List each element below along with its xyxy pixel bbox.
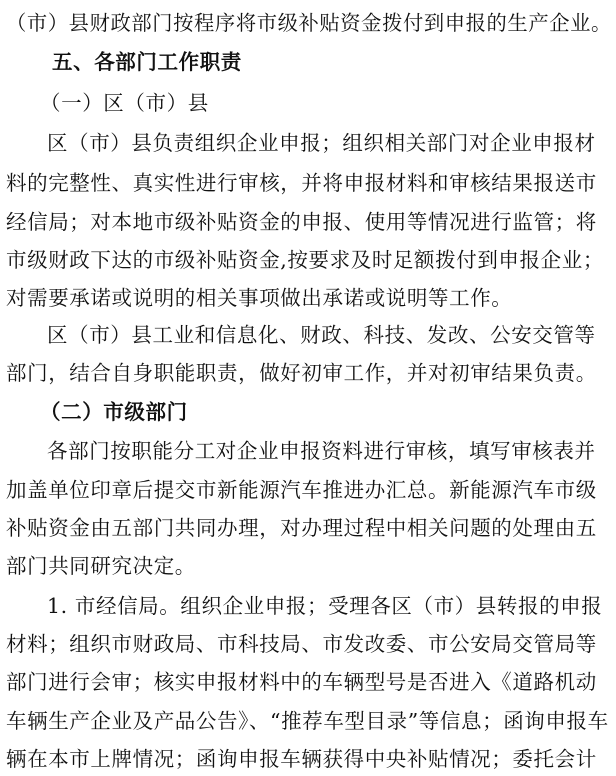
text-line-7: 市级财政下达的市级补贴资金,按要求及时足额拨付到申报企业；: [6, 248, 604, 272]
text-line-18: 部门进行会审；核实申报材料中的车辆型号是否进入《道路机动: [6, 670, 597, 694]
text-line-20: 辆在本市上牌情况；函询申报车辆获得中央补贴情况；委托会计: [6, 747, 597, 771]
text-line-16: 1. 市经信局。组织企业申报；受理各区（市）县转报的申报: [47, 594, 603, 618]
text-line-5: 料的完整性、真实性进行审核，并将申报材料和审核结果报送市: [6, 171, 597, 195]
text-line-17: 材料；组织市财政局、市科技局、市发改委、市公安局交管局等: [6, 632, 597, 656]
text-line-8: 对需要承诺或说明的相关事项做出承诺或说明等工作。: [6, 286, 513, 310]
text-line-9: 区（市）县工业和信息化、财政、科技、发改、公安交管等: [47, 323, 596, 347]
text-line-12: 各部门按职能分工对企业申报资料进行审核，填写审核表并: [47, 439, 596, 463]
text-line-19: 车辆生产企业及产品公告》、“推荐车型目录”等信息；函询申报车: [6, 709, 609, 733]
subsection-heading-2: （二）市级部门: [40, 400, 188, 424]
text-line-13: 加盖单位印章后提交市新能源汽车推进办汇总。新能源汽车市级: [6, 478, 597, 502]
text-line-15: 部门共同研究决定。: [6, 554, 196, 578]
section-heading: 五、各部门工作职责: [52, 50, 242, 74]
text-line-14: 补贴资金由五部门共同办理，对办理过程中相关问题的处理由五: [6, 516, 597, 540]
subsection-heading-1: （一）区（市）县: [40, 91, 209, 115]
text-line-1: （市）县财政部门按程序将市级补贴资金拨付到申报的生产企业。: [6, 11, 612, 35]
text-line-4: 区（市）县负责组织企业申报；组织相关部门对企业申报材: [47, 131, 596, 155]
text-line-6: 经信局；对本地市级补贴资金的申报、使用等情况进行监管；将: [6, 210, 597, 234]
text-line-10: 部门，结合自身职能职责，做好初审工作，并对初审结果负责。: [6, 361, 597, 385]
